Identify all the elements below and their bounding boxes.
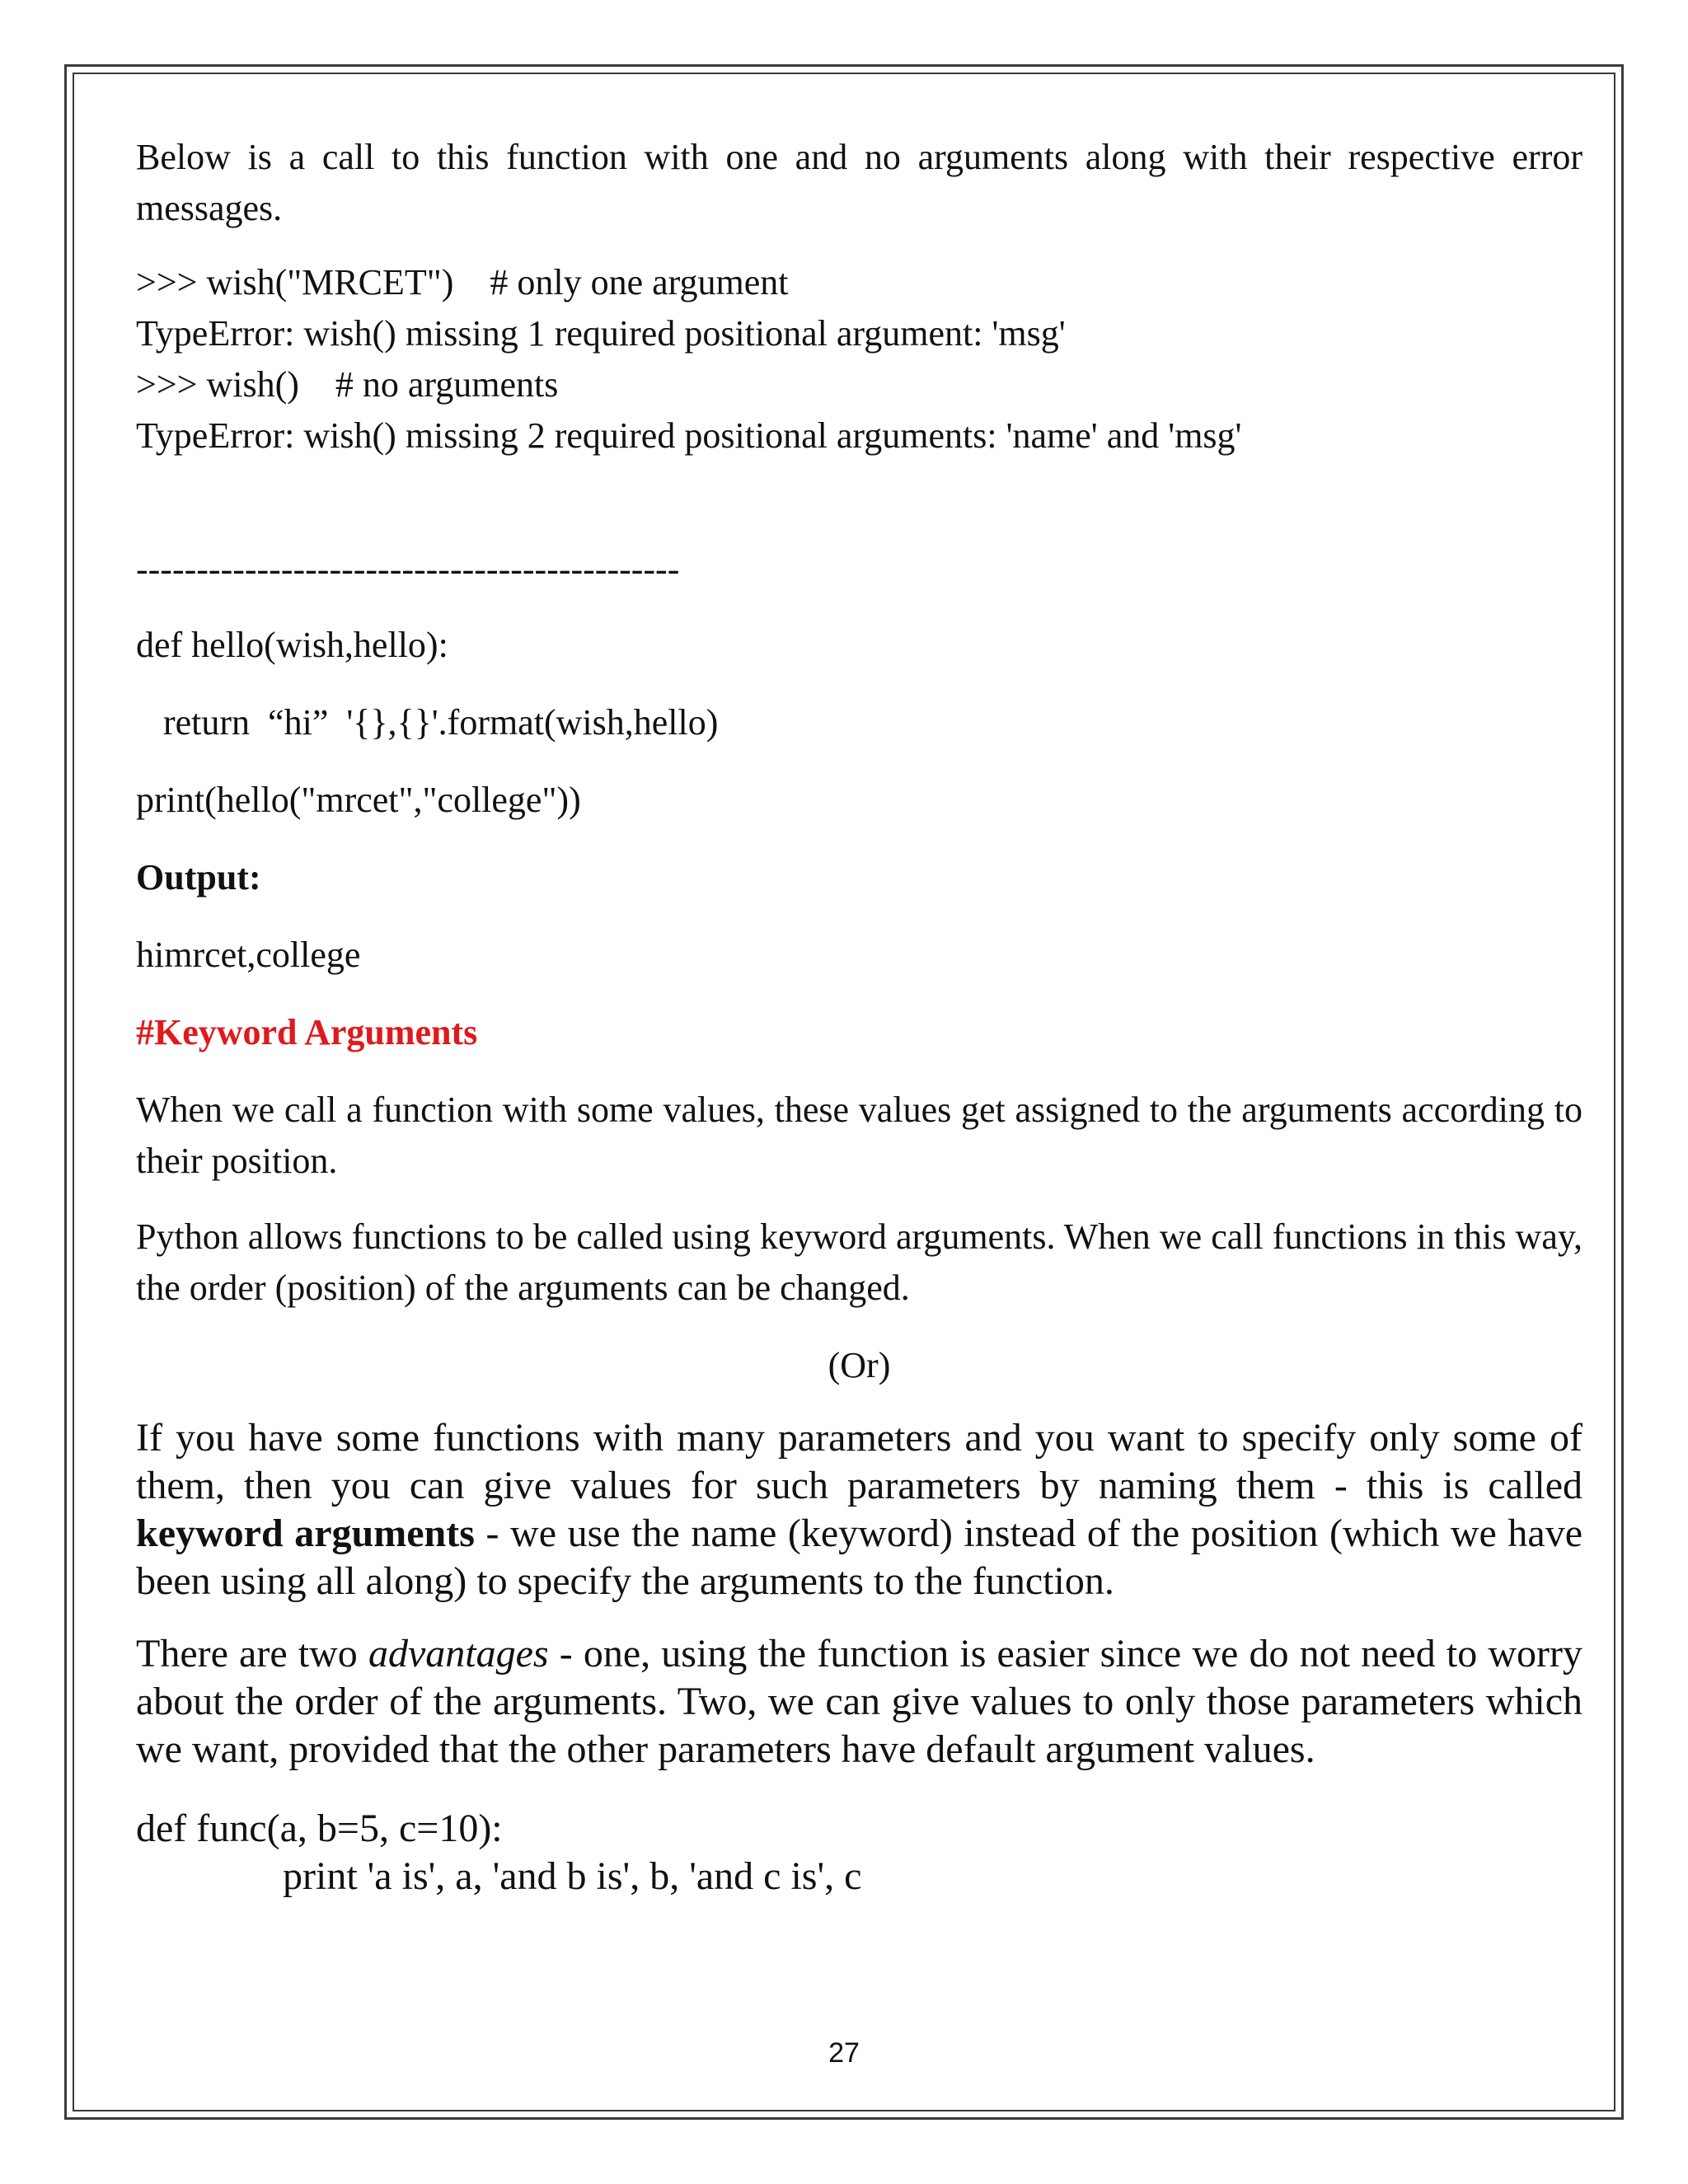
bold-term: keyword arguments — [136, 1511, 475, 1555]
error-code-block — [136, 257, 1582, 462]
code-print-func: print 'a is', a, 'and b is', b, 'and c is', c — [283, 1854, 862, 1898]
paragraph-position: When we call a function with some values, these values get assigned to the arguments according to their position. — [136, 1090, 1582, 1181]
code-line: TypeError: wish() missing 2 required positional arguments: 'name' and 'msg' — [136, 415, 1242, 456]
code-def-func: def func(a, b=5, c=10): — [136, 1807, 503, 1850]
paragraph-keyword-definition — [136, 1414, 1582, 1605]
paragraph-keyword-intro: Python allows functions to be called using keyword arguments. When we call functions in this way, the order (position) of the arguments can be changed. — [136, 1216, 1582, 1308]
text-span: - one, using the function is easier since we do not need to worry about the order of the arguments. Two, we can give values to only those parameters which we want, provided that the other parameters have default argument values. — [136, 1632, 1582, 1771]
italic-term: advantages — [368, 1632, 549, 1675]
code-line: >>> wish() # no arguments — [136, 364, 559, 405]
code-def-hello: def hello(wish,hello): — [136, 625, 448, 665]
intro-paragraph: Below is a call to this function with one and no arguments along with their respective error messages. — [136, 137, 1582, 228]
text-span: If you have some functions with many parameters and you want to specify only some of them, then you can give values for such parameters by naming them - this is called — [136, 1416, 1582, 1507]
code-print-line: print(hello("mrcet","college")) — [136, 780, 581, 820]
text-span: There are two — [136, 1632, 368, 1675]
output-label: Output: — [136, 857, 261, 898]
page-number: 27 — [828, 2037, 860, 2069]
separator-line: --------------------------------------------- — [136, 549, 680, 589]
output-value: himrcet,college — [136, 935, 361, 975]
code-return-line: return “hi” '{},{}'.format(wish,hello) — [136, 702, 719, 743]
or-text: (Or) — [828, 1345, 891, 1385]
text-span: - we use the name (keyword) instead of the position (which we have been using all along) to specify the arguments to the function. — [136, 1511, 1582, 1603]
section-heading: #Keyword Arguments — [136, 1012, 478, 1052]
paragraph-advantages — [136, 1630, 1582, 1774]
code-line: >>> wish("MRCET") # only one argument — [136, 262, 789, 302]
code-line: TypeError: wish() missing 1 required positional argument: 'msg' — [136, 313, 1066, 354]
page-content — [136, 132, 1582, 1900]
